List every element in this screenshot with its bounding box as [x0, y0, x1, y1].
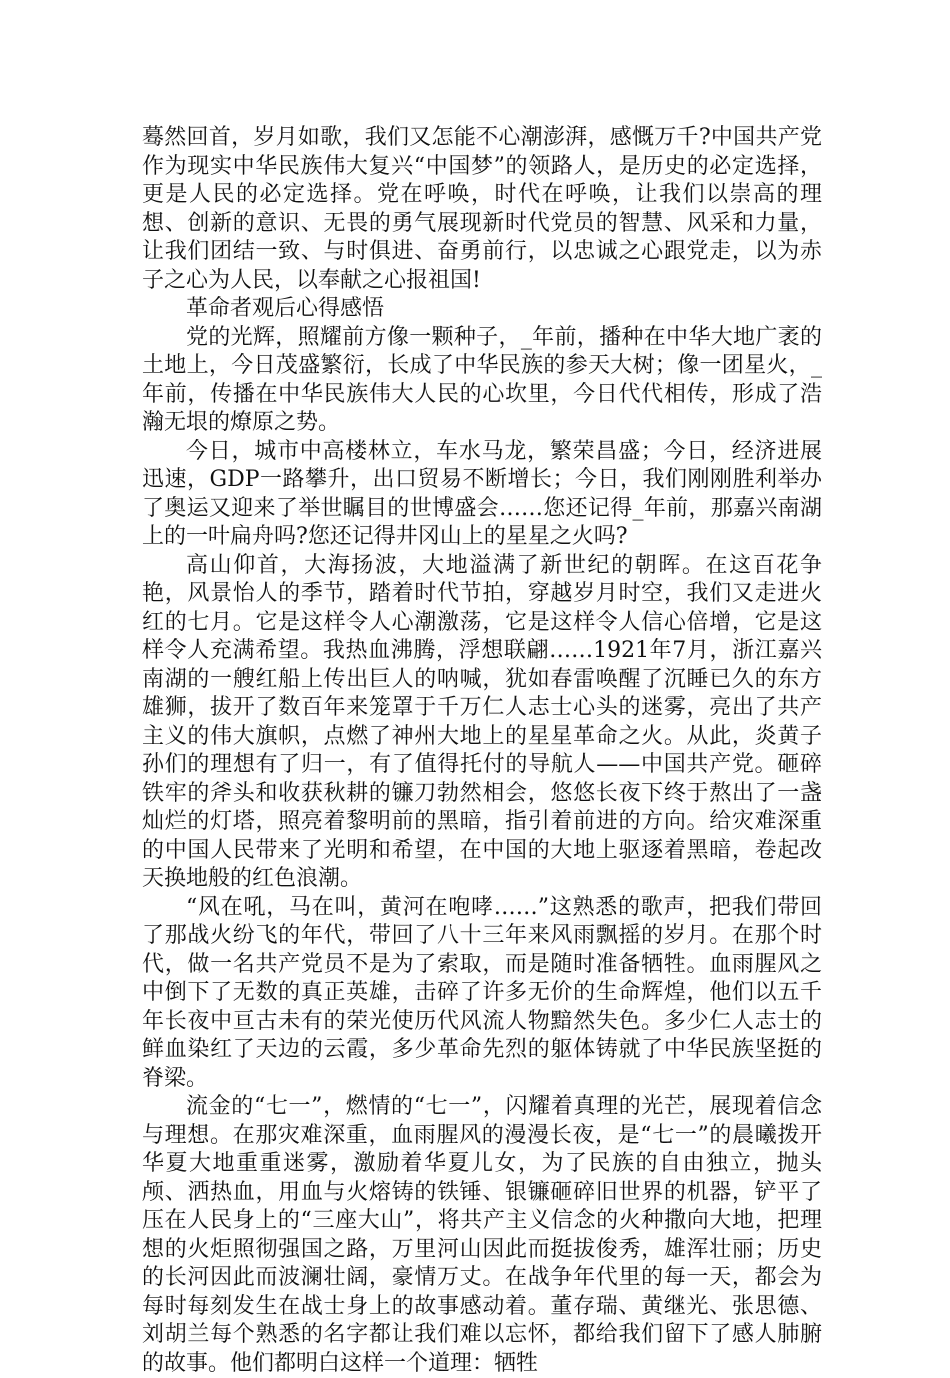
paragraph-july-first: 流金的“七一”，燃情的“七一”，闪耀着真理的光芒，展现着信念与理想。在那灾难深重，血雨腥风的漫漫长夜，是“七一”的晨曦拨开华夏大地重重迷雾，激励着华夏儿女，为了民族的自由独立，抛头颅、洒热血，用血与火熔铸的铁锤、银镰砸碎旧世界的机器，铲平了压在人民身上的“三座大山”，将共产主义信念的火种撒向大地，把理想的火炬照彻强国之路，万里河山因此而挺拔俊秀，雄浑壮丽；历史的长河因此而波澜壮阔，豪情万丈。在战争年代里的每一天，都会为每时每刻发生在战士身上的故事感动着。董存瑞、黄继光、张思德、刘胡兰每个熟悉的名字都让我们难以忘怀，都给我们留下了感人肺腑的故事。他们都明白这样一个道理：牺牲: [142, 1094, 822, 1376]
paragraph-song-memories: “风在吼，马在叫，黄河在咆哮……”这熟悉的歌声，把我们带回了那战火纷飞的年代，带回了八十三年来风雨飘摇的岁月。在那个时代，做一名共产党员不是为了索取，而是随时准备牺牲。血雨腥风之中倒下了无数的真正英雄，击碎了许多无价的生命辉煌，他们以五千年长夜中亘古未有的荣光使历代风流人物黯然失色。多少仁人志士的鲜血染红了天边的云霞，多少革命先烈的躯体铸就了中华民族坚挺的脊梁。: [142, 894, 822, 1091]
paragraph-intro-closing: 蓦然回首，岁月如歌，我们又怎能不心潮澎湃，感慨万千?中国共产党作为现实中华民族伟大复兴“中国梦”的领路人，是历史的必定选择，更是人民的必定选择。党在呼唤，时代在呼唤，让我们以崇高的理想、创新的意识、无畏的勇气展现新时代党员的智慧、风采和力量，让我们团结一致、与时俱进、奋勇前行，以忠诚之心跟党走，以为赤子之心为人民，以奉献之心报祖国!: [142, 125, 822, 293]
paragraph-july-1921: 高山仰首，大海扬波，大地溢满了新世纪的朝晖。在这百花争艳，风景怡人的季节，踏着时代节拍，穿越岁月时空，我们又走进火红的七月。它是这样令人心潮激荡，它是这样令人信心倍增，它是这样令人充满希望。我热血沸腾，浮想联翩……1921年7月，浙江嘉兴南湖的一艘红船上传出巨人的呐喊，犹如春雷唤醒了沉睡已久的东方雄狮，拔开了数百年来笼罩于千万仁人志士心头的迷雾，亮出了共产主义的伟大旗帜，点燃了神州大地上的星星革命之火。从此，炎黄子孙们的理想有了归一，有了值得托付的导航人——中国共产党。砸碎铁牢的斧头和收获秋耕的镰刀勃然相会，悠悠长夜下终于熬出了一盏灿烂的灯塔，照亮着黎明前的黑暗，指引着前进的方向。给灾难深重的中国人民带来了光明和希望，在中国的大地上驱逐着黑暗，卷起改天换地般的红色浪潮。: [142, 552, 822, 891]
document-body: [142, 124, 822, 1378]
paragraph-party-glory: 党的光辉，照耀前方像一颗种子，_年前，播种在中华大地广袤的土地上，今日茂盛繁衍，长成了中华民族的参天大树；像一团星火，_年前，传播在中华民族伟大人民的心坎里，今日代代相传，形成了浩瀚无垠的燎原之势。: [142, 324, 822, 435]
paragraph-today: 今日，城市中高楼林立，车水马龙，繁荣昌盛；今日，经济进展迅速，GDP一路攀升，出口贸易不断增长；今日，我们刚刚胜利举办了奥运又迎来了举世瞩目的世博盛会……您还记得_年前，那嘉兴南湖上的一叶扁舟吗?您还记得井冈山上的星星之火吗?: [142, 438, 822, 549]
section-title: 革命者观后心得感悟: [186, 296, 385, 321]
